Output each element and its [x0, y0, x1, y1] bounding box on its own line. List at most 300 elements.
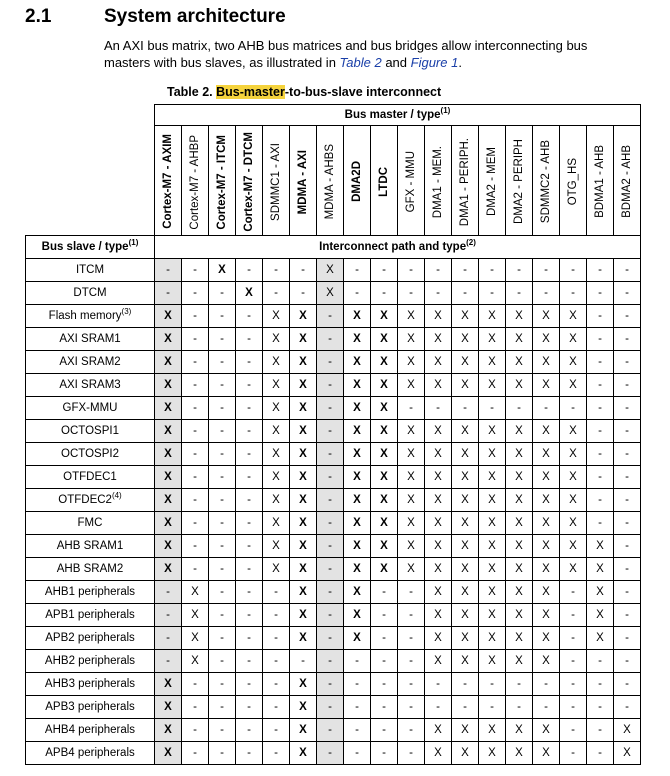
interconnect-cell: X — [371, 442, 398, 465]
interconnect-cell: X — [236, 281, 263, 304]
interconnect-cell: - — [614, 580, 641, 603]
table-2-link[interactable]: Table 2 — [339, 55, 382, 70]
interconnect-cell: - — [614, 350, 641, 373]
interconnect-cell: - — [344, 695, 371, 718]
table-caption-prefix: Table 2. — [167, 85, 217, 99]
bus-slave-note: (4) — [111, 490, 122, 500]
interconnect-cell: - — [236, 304, 263, 327]
table-caption-suffix: -to-bus-slave interconnect — [284, 85, 442, 99]
bus-master-col-0 — [155, 126, 182, 236]
interconnect-cell: - — [236, 603, 263, 626]
interconnect-cell: X — [506, 304, 533, 327]
interconnect-cell: X — [155, 534, 182, 557]
interconnect-cell: - — [317, 511, 344, 534]
interconnect-cell: - — [263, 281, 290, 304]
interconnect-cell: - — [236, 649, 263, 672]
interconnect-cell: - — [560, 695, 587, 718]
table-row — [26, 396, 641, 419]
interconnect-cell: - — [452, 672, 479, 695]
interconnect-cell: X — [290, 419, 317, 442]
interconnect-cell: X — [479, 603, 506, 626]
interconnect-cell: - — [236, 350, 263, 373]
interconnect-cell: - — [236, 373, 263, 396]
bus-slave-name: AHB2 peripherals — [44, 654, 136, 667]
table-row — [26, 258, 641, 281]
interconnect-cell: - — [209, 741, 236, 764]
interconnect-cell: - — [236, 557, 263, 580]
interconnect-cell: X — [290, 672, 317, 695]
interconnect-cell: - — [560, 603, 587, 626]
interconnect-cell: - — [371, 626, 398, 649]
bus-slave-cell — [26, 396, 155, 419]
table-row — [26, 419, 641, 442]
interconnect-cell: - — [317, 580, 344, 603]
interconnect-cell: X — [182, 580, 209, 603]
interconnect-cell: - — [182, 741, 209, 764]
table-row — [26, 718, 641, 741]
interconnect-cell: X — [506, 350, 533, 373]
bus-slave-name: AXI SRAM3 — [59, 378, 121, 391]
interconnect-cell: - — [317, 626, 344, 649]
interconnect-cell: - — [560, 672, 587, 695]
interconnect-cell: X — [587, 603, 614, 626]
bus-interconnect-table — [25, 104, 641, 765]
interconnect-cell: - — [317, 373, 344, 396]
interconnect-cell: - — [371, 258, 398, 281]
interconnect-cell: - — [317, 672, 344, 695]
interconnect-cell: - — [533, 258, 560, 281]
interconnect-cell: X — [371, 419, 398, 442]
table-caption-highlight: Bus-master — [216, 85, 285, 99]
bus-master-name: LTDC — [378, 166, 390, 197]
interconnect-cell: X — [479, 465, 506, 488]
interconnect-cell: - — [614, 511, 641, 534]
interconnect-cell: X — [425, 718, 452, 741]
interconnect-cell: X — [587, 557, 614, 580]
interconnect-cell: - — [398, 258, 425, 281]
bus-slave-name: APB1 peripherals — [45, 608, 135, 621]
interconnect-cell: - — [182, 281, 209, 304]
interconnect-cell: - — [533, 281, 560, 304]
interconnect-cell: - — [209, 534, 236, 557]
interconnect-cell: - — [317, 488, 344, 511]
interconnect-cell: X — [479, 327, 506, 350]
interconnect-cell: X — [344, 626, 371, 649]
bus-slave-cell — [26, 649, 155, 672]
interconnect-cell: - — [182, 258, 209, 281]
interconnect-cell: - — [614, 419, 641, 442]
interconnect-cell: - — [182, 327, 209, 350]
interconnect-header — [155, 235, 641, 258]
interconnect-cell: - — [452, 396, 479, 419]
interconnect-cell: - — [425, 396, 452, 419]
interconnect-cell: X — [344, 488, 371, 511]
interconnect-cell: - — [506, 672, 533, 695]
interconnect-cell: X — [479, 557, 506, 580]
interconnect-cell: - — [560, 718, 587, 741]
interconnect-cell: - — [371, 718, 398, 741]
interconnect-cell: - — [182, 511, 209, 534]
interconnect-cell: - — [263, 649, 290, 672]
interconnect-cell: X — [263, 350, 290, 373]
bus-master-col-5 — [290, 126, 317, 236]
table-row — [26, 695, 641, 718]
interconnect-cell: X — [614, 718, 641, 741]
interconnect-cell: - — [155, 603, 182, 626]
bus-slave-name: OCTOSPI1 — [61, 424, 119, 437]
bus-master-col-15 — [560, 126, 587, 236]
interconnect-cell: X — [371, 373, 398, 396]
interconnect-cell: - — [479, 281, 506, 304]
interconnect-cell: - — [317, 557, 344, 580]
interconnect-cell: - — [317, 304, 344, 327]
interconnect-cell: X — [398, 534, 425, 557]
bus-master-col-16 — [587, 126, 614, 236]
bus-slave-name: APB2 peripherals — [45, 631, 135, 644]
interconnect-cell: - — [614, 649, 641, 672]
interconnect-cell: X — [533, 488, 560, 511]
interconnect-cell: - — [614, 373, 641, 396]
interconnect-cell: - — [209, 488, 236, 511]
interconnect-cell: X — [344, 373, 371, 396]
interconnect-cell: X — [398, 419, 425, 442]
table-row — [26, 304, 641, 327]
interconnect-cell: X — [398, 488, 425, 511]
interconnect-cell: X — [398, 350, 425, 373]
interconnect-cell: X — [479, 511, 506, 534]
interconnect-cell: - — [398, 718, 425, 741]
interconnect-cell: - — [209, 396, 236, 419]
interconnect-cell: X — [155, 465, 182, 488]
interconnect-cell: X — [479, 649, 506, 672]
interconnect-cell: X — [560, 373, 587, 396]
bus-slave-name: AXI SRAM2 — [59, 355, 121, 368]
table-row — [26, 534, 641, 557]
interconnect-cell: X — [452, 465, 479, 488]
bus-master-name: DMA1 - MEM. — [432, 145, 444, 218]
interconnect-cell: X — [398, 327, 425, 350]
interconnect-cell: - — [236, 741, 263, 764]
interconnect-cell: X — [425, 511, 452, 534]
interconnect-cell: - — [209, 419, 236, 442]
interconnect-cell: - — [209, 672, 236, 695]
interconnect-cell: X — [479, 488, 506, 511]
interconnect-cell: X — [452, 626, 479, 649]
intro-text: An AXI bus matrix, two AHB bus matrices and bus bridges allow interconnecting bus masters with bus slaves, as illustrated in — [104, 38, 588, 70]
interconnect-cell: - — [209, 649, 236, 672]
interconnect-cell: - — [344, 672, 371, 695]
interconnect-cell: X — [506, 511, 533, 534]
bus-slave-label: Bus slave / type — [41, 240, 129, 253]
interconnect-cell: X — [425, 419, 452, 442]
interconnect-cell: X — [263, 442, 290, 465]
interconnect-cell: - — [587, 695, 614, 718]
interconnect-cell: - — [317, 327, 344, 350]
bus-master-col-10 — [425, 126, 452, 236]
interconnect-cell: X — [560, 327, 587, 350]
interconnect-cell: - — [533, 695, 560, 718]
interconnect-cell: X — [155, 350, 182, 373]
interconnect-cell: X — [317, 281, 344, 304]
interconnect-cell: X — [479, 718, 506, 741]
bus-master-note: (1) — [440, 106, 451, 116]
interconnect-cell: - — [533, 396, 560, 419]
interconnect-cell: X — [533, 350, 560, 373]
interconnect-cell: X — [398, 373, 425, 396]
interconnect-cell: - — [506, 258, 533, 281]
interconnect-cell: - — [398, 741, 425, 764]
bus-master-col-8 — [371, 126, 398, 236]
interconnect-cell: - — [425, 672, 452, 695]
interconnect-cell: - — [614, 327, 641, 350]
interconnect-cell: - — [560, 580, 587, 603]
interconnect-cell: - — [614, 488, 641, 511]
bus-slave-cell — [26, 580, 155, 603]
interconnect-cell: - — [236, 718, 263, 741]
bus-master-name: DMA2 - PERIPH — [513, 139, 525, 225]
bus-master-name: DMA2D — [351, 161, 363, 203]
bus-slave-cell — [26, 557, 155, 580]
interconnect-cell: X — [425, 534, 452, 557]
interconnect-cell: - — [452, 258, 479, 281]
interconnect-cell: X — [344, 557, 371, 580]
bus-slave-name: APB4 peripherals — [45, 746, 135, 759]
interconnect-cell: X — [155, 695, 182, 718]
bus-slave-name: OCTOSPI2 — [61, 447, 119, 460]
interconnect-cell: - — [209, 373, 236, 396]
interconnect-cell: X — [344, 534, 371, 557]
bus-slave-cell — [26, 304, 155, 327]
interconnect-cell: - — [317, 603, 344, 626]
interconnect-cell: X — [344, 327, 371, 350]
bus-slave-name: AHB4 peripherals — [44, 723, 136, 736]
header-blank-top — [26, 105, 155, 126]
interconnect-cell: - — [209, 603, 236, 626]
bus-slave-cell — [26, 281, 155, 304]
interconnect-cell: X — [506, 580, 533, 603]
interconnect-cell: X — [533, 304, 560, 327]
interconnect-cell: - — [371, 281, 398, 304]
interconnect-cell: X — [263, 304, 290, 327]
interconnect-cell: X — [506, 649, 533, 672]
interconnect-cell: X — [479, 580, 506, 603]
interconnect-cell: X — [425, 488, 452, 511]
table-row — [26, 488, 641, 511]
interconnect-cell: - — [236, 534, 263, 557]
interconnect-cell: X — [560, 304, 587, 327]
interconnect-cell: - — [182, 350, 209, 373]
interconnect-cell: - — [290, 281, 317, 304]
table-caption — [167, 85, 441, 99]
interconnect-cell: - — [317, 419, 344, 442]
bus-slave-name: GFX-MMU — [62, 401, 118, 414]
bus-slave-note: (3) — [121, 306, 132, 316]
bus-master-name: DMA2 - MEM — [486, 147, 498, 217]
interconnect-cell: - — [560, 258, 587, 281]
interconnect-cell: - — [398, 396, 425, 419]
interconnect-cell: X — [533, 327, 560, 350]
interconnect-cell: X — [452, 327, 479, 350]
interconnect-cell: X — [371, 350, 398, 373]
interconnect-cell: - — [614, 534, 641, 557]
bus-master-col-3 — [236, 126, 263, 236]
interconnect-cell: X — [155, 718, 182, 741]
interconnect-cell: X — [371, 557, 398, 580]
bus-master-name: Cortex-M7 - AHBP — [189, 134, 201, 230]
interconnect-cell: X — [263, 396, 290, 419]
interconnect-cell: - — [317, 465, 344, 488]
interconnect-cell: - — [209, 281, 236, 304]
table-row — [26, 281, 641, 304]
bus-slave-name: AHB1 peripherals — [44, 585, 136, 598]
interconnect-cell: - — [398, 626, 425, 649]
interconnect-cell: - — [155, 258, 182, 281]
interconnect-cell: - — [209, 695, 236, 718]
interconnect-cell: X — [452, 304, 479, 327]
interconnect-cell: X — [344, 419, 371, 442]
bus-slave-name: ITCM — [75, 263, 105, 276]
interconnect-cell: X — [506, 557, 533, 580]
interconnect-cell: X — [263, 465, 290, 488]
interconnect-cell: X — [452, 534, 479, 557]
table-row — [26, 672, 641, 695]
interconnect-cell: X — [344, 465, 371, 488]
interconnect-cell: X — [506, 626, 533, 649]
interconnect-cell: - — [236, 442, 263, 465]
interconnect-cell: - — [182, 396, 209, 419]
interconnect-cell: X — [560, 350, 587, 373]
interconnect-cell: X — [263, 327, 290, 350]
interconnect-cell: - — [236, 327, 263, 350]
interconnect-note: (2) — [466, 237, 476, 247]
interconnect-cell: - — [506, 695, 533, 718]
interconnect-cell: - — [155, 649, 182, 672]
interconnect-cell: - — [236, 511, 263, 534]
bus-master-name: SDMMC1 - AXI — [270, 142, 282, 221]
interconnect-cell: X — [290, 488, 317, 511]
interconnect-cell: X — [344, 396, 371, 419]
interconnect-cell: X — [398, 557, 425, 580]
interconnect-cell: - — [182, 304, 209, 327]
interconnect-cell: - — [290, 649, 317, 672]
interconnect-cell: X — [344, 603, 371, 626]
interconnect-cell: - — [506, 396, 533, 419]
interconnect-cell: - — [344, 718, 371, 741]
interconnect-cell: X — [452, 488, 479, 511]
interconnect-cell: X — [452, 373, 479, 396]
interconnect-cell: - — [371, 672, 398, 695]
interconnect-cell: - — [614, 626, 641, 649]
interconnect-cell: X — [290, 373, 317, 396]
bus-slave-cell — [26, 534, 155, 557]
bus-slave-cell — [26, 511, 155, 534]
bus-slave-name: OTFDEC2 — [58, 493, 112, 506]
intro-and: and — [381, 55, 411, 70]
interconnect-cell: - — [209, 511, 236, 534]
interconnect-cell: - — [452, 281, 479, 304]
interconnect-cell: - — [587, 304, 614, 327]
interconnect-cell: - — [182, 718, 209, 741]
interconnect-cell: X — [425, 350, 452, 373]
bus-master-name: MDMA - AHBS — [324, 144, 336, 220]
interconnect-cell: - — [587, 741, 614, 764]
interconnect-cell: X — [533, 603, 560, 626]
interconnect-cell: - — [263, 718, 290, 741]
interconnect-cell: - — [317, 718, 344, 741]
interconnect-cell: - — [209, 557, 236, 580]
table-row — [26, 626, 641, 649]
interconnect-cell: - — [236, 396, 263, 419]
interconnect-cell: - — [182, 465, 209, 488]
interconnect-cell: X — [425, 649, 452, 672]
interconnect-cell: - — [182, 534, 209, 557]
interconnect-cell: - — [614, 672, 641, 695]
interconnect-cell: - — [425, 281, 452, 304]
interconnect-cell: - — [425, 695, 452, 718]
interconnect-cell: - — [209, 626, 236, 649]
bus-slave-name: AHB SRAM2 — [56, 562, 124, 575]
bus-master-label: Bus master / type — [344, 109, 441, 121]
interconnect-cell: - — [182, 695, 209, 718]
interconnect-cell: X — [290, 534, 317, 557]
interconnect-cell: X — [425, 580, 452, 603]
interconnect-cell: X — [425, 304, 452, 327]
table-row — [26, 580, 641, 603]
interconnect-cell: X — [155, 304, 182, 327]
interconnect-cell: - — [209, 580, 236, 603]
interconnect-cell: X — [344, 511, 371, 534]
interconnect-cell: X — [155, 741, 182, 764]
table-row — [26, 603, 641, 626]
figure-1-link[interactable]: Figure 1 — [410, 55, 459, 70]
interconnect-cell: - — [182, 488, 209, 511]
interconnect-cell: X — [290, 603, 317, 626]
interconnect-cell: X — [506, 741, 533, 764]
interconnect-cell: X — [290, 396, 317, 419]
table-row — [26, 649, 641, 672]
table-row — [26, 350, 641, 373]
interconnect-cell: X — [506, 327, 533, 350]
interconnect-cell: - — [614, 442, 641, 465]
interconnect-cell: X — [155, 442, 182, 465]
interconnect-cell: - — [587, 465, 614, 488]
interconnect-cell: X — [425, 327, 452, 350]
bus-slave-cell — [26, 695, 155, 718]
intro-paragraph — [104, 37, 624, 71]
interconnect-cell: - — [587, 649, 614, 672]
table-row — [26, 557, 641, 580]
interconnect-cell: X — [479, 350, 506, 373]
interconnect-cell: X — [452, 603, 479, 626]
bus-master-header — [155, 105, 641, 126]
bus-master-name: Cortex-M7 - AXIM — [162, 134, 174, 230]
interconnect-cell: X — [290, 626, 317, 649]
interconnect-cell: X — [263, 419, 290, 442]
interconnect-cell: X — [587, 626, 614, 649]
interconnect-cell: - — [317, 350, 344, 373]
bus-master-name: OTG_HS — [567, 158, 579, 206]
bus-master-col-11 — [452, 126, 479, 236]
interconnect-cell: - — [479, 672, 506, 695]
interconnect-cell: X — [479, 442, 506, 465]
interconnect-cell: X — [182, 649, 209, 672]
interconnect-cell: X — [587, 580, 614, 603]
intro-end: . — [458, 55, 462, 70]
interconnect-cell: - — [236, 672, 263, 695]
interconnect-cell: X — [290, 442, 317, 465]
interconnect-cell: X — [371, 465, 398, 488]
interconnect-cell: - — [317, 534, 344, 557]
